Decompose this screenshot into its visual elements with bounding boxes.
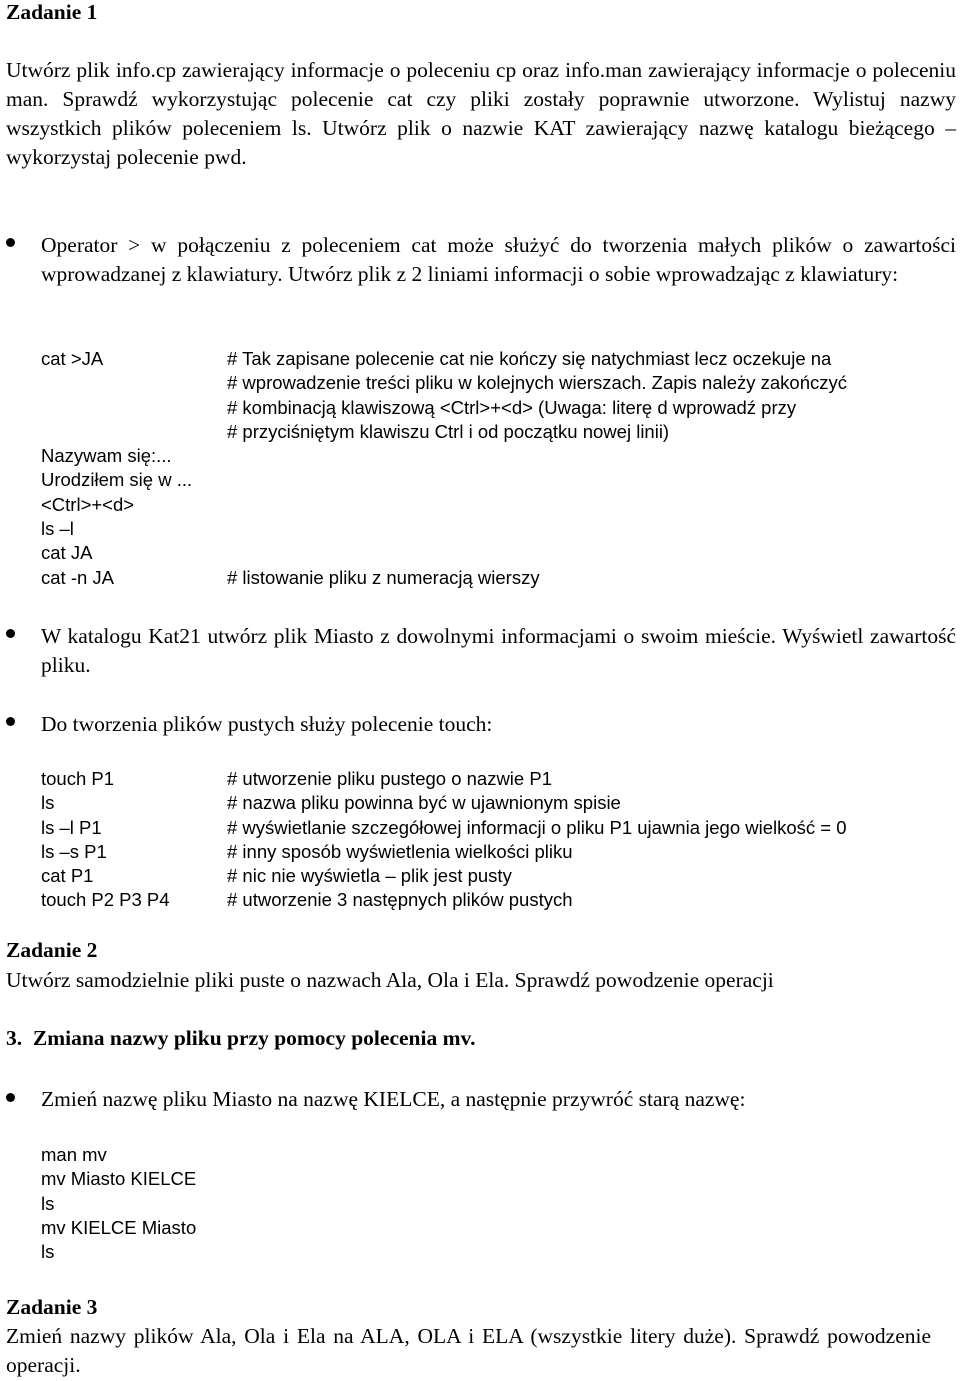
code-comment: # nazwa pliku powinna być w ujawnionym spisie <box>227 792 621 814</box>
code-comment: # utworzenie pliku pustego o nazwie P1 <box>227 768 552 789</box>
code-row <box>41 396 956 420</box>
code-row <box>41 347 956 371</box>
code-row <box>41 420 956 444</box>
code-row <box>41 566 956 590</box>
task2-heading: Zadanie 2 <box>6 938 98 962</box>
code-command: mv Miasto KIELCE <box>41 1168 197 1190</box>
code-comment: # utworzenie 3 następnych plików pustych <box>227 889 573 911</box>
code-row <box>41 1240 641 1264</box>
code-comment: # przyciśniętym klawiszu Ctrl i od początku nowej linii) <box>227 420 670 442</box>
bullet-icon <box>6 238 15 247</box>
code-comment: # inny sposób wyświetlenia wielkości pliku <box>227 840 573 862</box>
code-comment: # wyświetlanie szczegółowej informacji o pliku P1 ujawnia jego wielkość = 0 <box>227 816 847 838</box>
code-command: cat P1 <box>41 865 94 887</box>
code-row <box>41 840 956 864</box>
code-comment: # wprowadzenie treści pliku w kolejnych wierszach. Zapis należy zakończyć <box>227 372 848 394</box>
code-comment: # kombinacją klawiszową <Ctrl>+<d> (Uwaga: literę d wprowadź przy <box>227 396 797 418</box>
code-row <box>41 493 956 517</box>
code-row <box>41 864 956 888</box>
task2-text: Utwórz samodzielnie pliki puste o nazwach Ala, Ola i Ela. Sprawdź powodzenie operacji <box>6 968 774 992</box>
section3-code-block <box>41 1143 641 1264</box>
code-command: ls <box>41 1241 55 1263</box>
code-command: ls –s P1 <box>41 840 107 862</box>
code-command: touch P1 <box>41 768 115 789</box>
code-row <box>41 371 956 395</box>
code-row <box>41 444 956 468</box>
code-command: touch P2 P3 P4 <box>41 889 170 911</box>
code-row <box>41 791 956 815</box>
code-command: ls <box>41 792 55 814</box>
code-row <box>41 541 956 565</box>
code-command: ls –l <box>41 518 74 540</box>
task1-code-block-2 <box>41 767 956 913</box>
task1-heading: Zadanie 1 <box>6 0 98 24</box>
code-comment: # nic nie wyświetla – plik jest pusty <box>227 865 512 887</box>
code-row <box>41 1216 641 1240</box>
code-row <box>41 1192 641 1216</box>
code-command: cat JA <box>41 542 93 564</box>
code-command: Nazywam się:... <box>41 445 172 467</box>
code-row <box>41 1143 641 1167</box>
code-command: ls –l P1 <box>41 816 102 838</box>
task1-bullet1-text: Operator > w połączeniu z poleceniem cat może służyć do tworzenia małych plików o zawartości wprowadzanej z klawiatury. Utwórz plik z 2 liniami informacji o sobie wprowadzając z klawiatury: <box>41 233 956 286</box>
section3-heading: 3. Zmiana nazwy pliku przy pomocy polecenia mv. <box>6 1026 476 1050</box>
code-comment: # listowanie pliku z numeracją wierszy <box>227 566 540 588</box>
task1-bullet2-text: W katalogu Kat21 utwórz plik Miasto z dowolnymi informacjami o swoim mieście. Wyświetl zawartość pliku. <box>41 624 956 677</box>
code-command: <Ctrl>+<d> <box>41 493 135 515</box>
task1-intro: Utwórz plik info.cp zawierający informacje o poleceniu cp oraz info.man zawierający informacje o poleceniu man. Sprawdź wykorzystując polecenie cat czy pliki zostały poprawnie utworzone. Wylistuj nazwy wszystkich plików poleceniem ls. Utwórz plik o nazwie KAT zawierający nazwę katalogu bieżącego – wykorzystaj polecenie pwd. <box>6 58 956 169</box>
code-command: cat -n JA <box>41 566 114 588</box>
code-command: mv KIELCE Miasto <box>41 1216 197 1238</box>
bullet-icon <box>6 629 15 638</box>
code-row <box>41 888 956 912</box>
section3-bullet-text: Zmień nazwę pliku Miasto na nazwę KIELCE, a następnie przywróć starą nazwę: <box>41 1087 746 1111</box>
bullet-icon <box>6 1093 15 1102</box>
task1-bullet3-text: Do tworzenia plików pustych służy polecenie touch: <box>41 712 493 736</box>
code-row <box>41 468 956 492</box>
code-comment: # Tak zapisane polecenie cat nie kończy się natychmiast lecz oczekuje na <box>227 348 832 369</box>
code-command: cat >JA <box>41 348 104 369</box>
code-row <box>41 1167 641 1191</box>
code-row <box>41 816 956 840</box>
code-command: man mv <box>41 1144 107 1165</box>
code-row <box>41 767 956 791</box>
code-row <box>41 517 956 541</box>
task3-text: Zmień nazwy plików Ala, Ola i Ela na ALA, OLA i ELA (wszystkie litery duże). Sprawdź powodzenie operacji. <box>6 1324 931 1377</box>
code-command: ls <box>41 1192 55 1214</box>
task1-code-block-1 <box>41 347 956 590</box>
bullet-icon <box>6 717 15 726</box>
task3-heading: Zadanie 3 <box>6 1295 98 1319</box>
code-command: Urodziłem się w ... <box>41 469 193 491</box>
